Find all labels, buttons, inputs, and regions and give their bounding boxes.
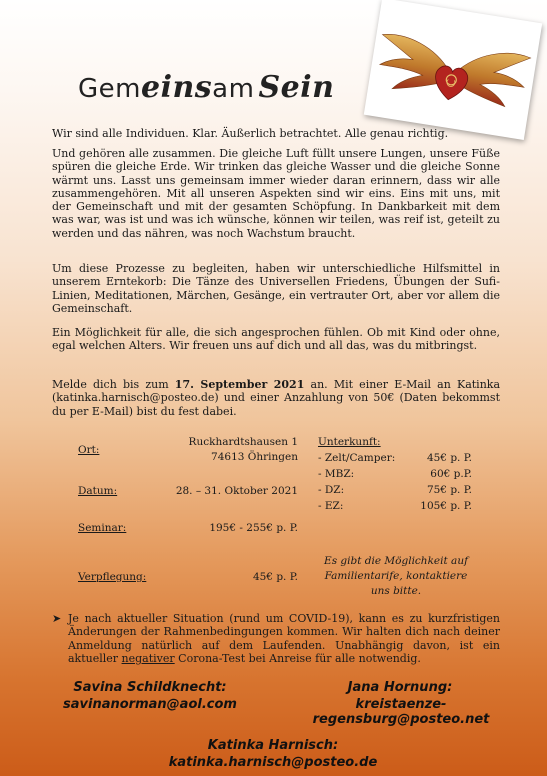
seminar-label: Seminar: bbox=[78, 522, 127, 534]
ort-value-line1: Ruckhardtshausen 1 bbox=[188, 436, 298, 448]
contact-katinka-email[interactable]: katinka.harnisch@posteo.de bbox=[168, 755, 378, 770]
seminar-value: 195€ - 255€ p. P. bbox=[209, 522, 298, 534]
covid-note-text bbox=[68, 612, 500, 665]
unterkunft-row-name: - EZ: bbox=[318, 500, 344, 512]
unterkunft-row-name: - Zelt/Camper: bbox=[318, 452, 396, 464]
paragraph-5 bbox=[52, 378, 500, 418]
family-note-line2: Familientarife, kontaktiere bbox=[324, 570, 468, 582]
title-part-4: Sein bbox=[258, 70, 335, 105]
verpflegung-value: 45€ p. P. bbox=[252, 571, 298, 583]
covid-note-part2: Corona-Test bei Anreise für alle notwendig. bbox=[174, 651, 421, 665]
paragraph-4: Ein Möglichkeit für alle, die sich angesprochen fühlen. Ob mit Kind oder ohne, egal welchen Alters. Wir freuen uns auf dich und all das, was du mitbringst. bbox=[52, 326, 500, 353]
paragraph-2: Und gehören alle zusammen. Die gleiche Luft füllt unsere Lungen, unsere Füße spüren die gleiche Erde. Wir trinken das gleiche Wasser und die gleiche Sonne wärmt uns. Lasst uns gemeinsam immer wieder daran erinnern, dass wir alle zusammengehören. Mit all unseren Aspekten sind wir eins. Eins mit uns, mit der Gemeinschaft und mit der gesamten Schöpfung. In Dankbarkeit mit dem was war, was ist und was ich wünsche, können wir teilen, was reif ist, geteilt zu werden und das nähren, was noch Wachstum braucht. bbox=[52, 147, 500, 240]
title-part-3: am bbox=[212, 74, 255, 104]
winged-heart-logo bbox=[364, 0, 542, 140]
unterkunft-row-price: 75€ p. P. bbox=[426, 484, 472, 496]
unterkunft-row-price: 105€ p. P. bbox=[420, 500, 472, 512]
datum-label: Datum: bbox=[78, 485, 118, 497]
family-note-line1: Es gibt die Möglichkeit auf bbox=[324, 555, 468, 567]
arrow-bullet-icon: ➤ bbox=[52, 612, 62, 625]
unterkunft-row-price: 45€ p. P. bbox=[426, 452, 472, 464]
covid-note bbox=[52, 612, 500, 665]
ort-label: Ort: bbox=[78, 444, 100, 456]
contact-katinka-name: Katinka Harnisch: bbox=[207, 738, 339, 753]
ort-value-line2: 74613 Öhringen bbox=[211, 451, 298, 463]
registration-deadline: 17. September 2021 bbox=[174, 378, 305, 391]
verpflegung-label: Verpflegung: bbox=[78, 571, 147, 583]
title-part-2: eins bbox=[140, 70, 213, 105]
contact-jana-name: Jana Hornung: bbox=[347, 680, 453, 695]
unterkunft-row-name: - MBZ: bbox=[318, 468, 355, 480]
covid-note-part1: Je nach aktueller Situation (rund um COVID-19), kann es zu kurzfristigen Änderungen der Rahmenbedingungen kommen. Wir halten dich nach deiner Anmeldung natürlich auf dem Laufenden. Unabhängig davon, ist ein aktueller bbox=[68, 612, 500, 665]
paragraph-3: Um diese Prozesse zu begleiten, haben wir unterschiedliche Hilfsmittel in unserem Erntekorb: Die Tänze des Universellen Friedens, Übungen der Sufi-Linien, Meditationen, Märchen, Gesänge, ein vertrauter Ort, aber vor allem die Gemeinschaft. bbox=[52, 262, 500, 315]
page-title bbox=[78, 70, 334, 105]
unterkunft-label: Unterkunft: bbox=[318, 436, 381, 448]
title-part-1: Gem bbox=[78, 74, 141, 104]
unterkunft-row-name: - DZ: bbox=[318, 484, 345, 496]
registration-text: Melde dich bis zum bbox=[52, 378, 175, 391]
contact-savina-email[interactable]: savinanorman@aol.com bbox=[63, 697, 237, 712]
datum-value: 28. – 31. Oktober 2021 bbox=[175, 485, 298, 497]
paragraph-1: Wir sind alle Individuen. Klar. Äußerlich betrachtet. Alle genau richtig. bbox=[52, 127, 449, 140]
covid-note-underlined: negativer bbox=[121, 651, 175, 665]
contact-jana-email[interactable]: kreistaenze-regensburg@posteo.net bbox=[312, 697, 490, 727]
winged-heart-icon bbox=[364, 0, 542, 140]
unterkunft-row-price: 60€ p.P. bbox=[430, 468, 472, 480]
family-note-line3: uns bitte. bbox=[370, 585, 422, 597]
contact-savina-name: Savina Schildknecht: bbox=[73, 680, 227, 695]
registration-text-rest: an. Mit einer E-Mail an Katinka (katinka.harnisch@posteo.de) und einer Anzahlung von 50€ (Daten bekommst du per E-Mail) bist du fest dabei. bbox=[52, 378, 501, 418]
